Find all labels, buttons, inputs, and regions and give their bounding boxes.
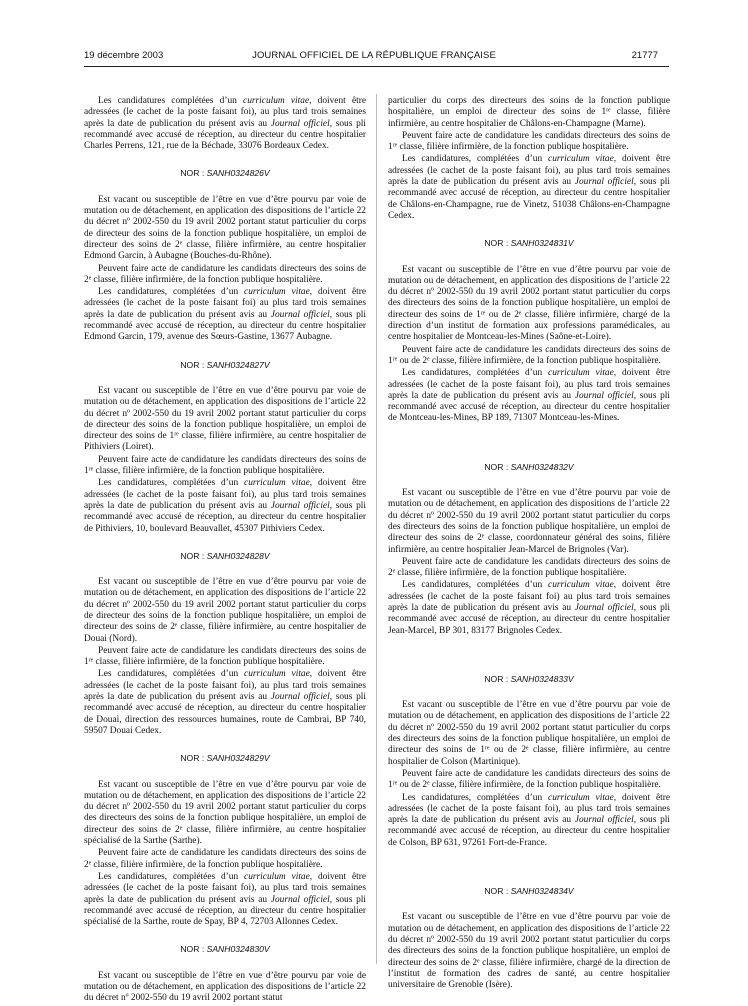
right-column [388, 96, 670, 992]
page-number: 21777 [631, 50, 658, 61]
notice-paragraph: Peuvent faire acte de candidature les candidats directeurs des soins de 1ʳᵉ classe, filière infirmière, de la fonction publique hospitalière. [84, 645, 366, 668]
nor-code: SANH0324826V [206, 168, 270, 179]
nor-code: SANH0324828V [206, 550, 270, 561]
notice [84, 944, 366, 1004]
nor-reference: NOR : SANH0324826V [180, 168, 270, 179]
nor-reference: NOR : SANH0324832V [484, 461, 574, 472]
notice [84, 168, 366, 343]
notice [388, 462, 670, 637]
nor-reference: NOR : SANH0324827V [180, 359, 270, 370]
issue-date: 19 décembre 2003 [84, 50, 164, 61]
nor-code: SANH0324832V [510, 461, 574, 472]
nor-code: SANH0324831V [510, 238, 574, 249]
notice-paragraph: Est vacant ou susceptible de l’être en vue d’être pourvu par voie de mutation ou de détachement, en application des dispositions de l’article 22 du décret nº 2002-550 du 19 avril 2002 portant statut [84, 970, 366, 1004]
left-column [84, 96, 366, 1006]
nor-code: SANH0324833V [510, 673, 574, 684]
nor-reference: NOR : SANH0324830V [180, 944, 270, 955]
notice [84, 753, 366, 928]
nor-code: SANH0324827V [206, 359, 270, 370]
intro-paragraph: Les candidatures complétées d’un curriculum vitae, doivent être adressées (le cachet de la poste faisant foi), au plus tard trois semaines après la date de publication du présent avis au Journal officiel, sous pli recommandé avec accusé de réception, au directeur du centre hospitalier Charles Perrens, 121, rue de la Béchade, 33076 Bordeaux Cedex. [84, 96, 367, 152]
notice-paragraph: Est vacant ou susceptible de l’être en vue d’être pourvu par voie de mutation ou de détachement, en application des dispositions de l’article 22 du décret nº 2002-550 du 19 avril 2002 portant statut particulier du corps de directeur des soins de la fonction publique hospitalière, un emploi de directeur des soins de 2ᵉ classe, filière infirmière, au centre hospitalier de Douai (Nord). [84, 577, 366, 644]
notice [388, 674, 670, 849]
notice-paragraph: Les candidatures, complétées d’un curriculum vitae, doivent être adressées (le cachet de la poste faisant foi), au plus tard trois semaines après la date de publication du présent avis au Journal officiel, sous pli recommandé avec accusé de réception, au directeur du centre hospitalier de Colson, BP 631, 97261 Fort-de-France. [388, 792, 671, 848]
notice-paragraph: Peuvent faire acte de candidature les candidats directeurs des soins de 2ᵉ classe, filière infirmière, de la fonction publique hospitalière. [84, 263, 366, 285]
notice-paragraph: Est vacant ou susceptible de l’être en vue d’être pourvu par voie de mutation ou de détachement, en application des dispositions de l’article 22 du décret nº 2002-550 du 19 avril 2002 portant statut particulier du corps des directeurs des soins de la fonction publique hospitalière, un emploi de directeur des soins de 1ʳᵉ ou de 2ᵉ classe, filière infirmière, au centre hospitalier de Colson (Martinique). [388, 700, 670, 767]
notice-paragraph: Les candidatures, complétées d’un curriculum vitae, doivent être adressées (le cachet de la poste faisant foi), au plus tard trois semaines après la date de publication du présent avis au Journal officiel, sous pli recommandé avec accusé de réception, au directeur du centre hospitalier de Douai, direction des ressources humaines, route de Cambrai, BP 740, 59507 Douai Cedex. [84, 669, 367, 736]
notice [84, 551, 366, 737]
notice-paragraph: Les candidatures, complétées d’un curriculum vitae, doivent être adressées (le cachet de la poste faisant foi) au plus tard trois semaines après la date de publication du présent avis au Journal officiel, sous pli recommandé avec accusé de réception, au directeur du centre hospitalier Edmond Garcin, 179, avenue des Sœurs-Gastine, 13677 Aubagne. [84, 287, 367, 343]
notice-paragraph: Peuvent faire acte de candidature les candidats directeurs des soins de 2ᵉ classe, filière infirmière, de la fonction publique hospitalière. [388, 556, 670, 579]
header-rule [84, 66, 669, 67]
intro-paragraph: Les candidatures, complétées d’un curriculum vitae, doivent être adressées (le cachet de la poste faisant foi), au plus tard trois semaines après la date de publication du présent avis au Journal officiel, sous pli recommandé avec accusé de réception, au directeur du centre hospitalier de Châlons-en-Champagne, rue de Vinetz, 51038 Châlons-en-Champagne Cedex. [388, 154, 671, 221]
nor-reference: NOR : SANH0324829V [180, 753, 270, 764]
intro-paragraph: Peuvent faire acte de candidature les candidats directeurs des soins de 1ʳᵉ classe, filière infirmière, de la fonction publique hospitalière. [388, 130, 670, 153]
nor-code: SANH0324829V [206, 753, 270, 764]
notice-paragraph: Peuvent faire acte de candidature les candidats directeurs des soins de 1ʳᵉ ou de 2ᵉ classe, filière infirmière, de la fonction publique hospitalière. [388, 344, 670, 366]
nor-reference: NOR : SANH0324834V [484, 886, 574, 897]
notice-paragraph: Est vacant ou susceptible de l’être en vue d’être pourvu par voie de mutation ou de détachement, en application des dispositions de l’article 22 du décret nº 2002-550 du 19 avril 2002 portant statut particulier du corps des directeurs des soins de la fonction publique hospitalière, un emploi de directeur des soins de 1ʳᵉ ou de 2ᵉ classe, filière infirmière, chargé de la direction d’un institut de formation aux professions paramédicales, au centre hospitalier de Montceau-les-Mines (Saône-et-Loire). [388, 264, 670, 343]
journal-title: JOURNAL OFFICIEL DE LA RÉPUBLIQUE FRANÇAISE [252, 50, 496, 61]
notice [388, 238, 670, 424]
notice-paragraph: Les candidatures, complétées d’un curriculum vitae, doivent être adressées (le cachet de la poste faisant foi) au plus tard trois semaines après la date de publication du présent avis au Journal officiel, sous pli recommandé avec accusé de réception, au directeur du centre hospitalier Jean-Marcel, BP 301, 83177 Brignoles Cedex. [388, 580, 671, 636]
notice-paragraph: Peuvent faire acte de candidature les candidats directeurs des soins de 1ʳᵉ ou de 2ᵉ classe, filière infirmière, de la fonction publique hospitalière. [388, 768, 670, 791]
nor-code: SANH0324830V [206, 944, 270, 955]
notice [388, 886, 670, 991]
notice-paragraph: Est vacant ou susceptible de l’être en vue d’être pourvu par voie de mutation ou de détachement, en application des dispositions de l’article 22 du décret nº 2002-550 du 19 avril 2002 portant statut particulier du corps de directeur des soins de la fonction publique hospitalière, un emploi de directeur des soins de 1ʳᵉ classe, filière infirmière, au centre hospitalier de Pithiviers (Loiret). [84, 385, 366, 453]
notice-paragraph: Les candidatures, complétées d’un curriculum vitae, doivent être adressées (le cachet de la poste faisant foi), au plus tard trois semaines après la date de publication du présent avis au Journal officiel, sous pli recommandé avec accusé de réception, au directeur du centre hospitalier de Montceau-les-Mines, BP 189, 71307 Montceau-les-Mines. [388, 368, 671, 424]
continued-paragraph: particulier du corps des directeurs des soins de la fonction publique hospitalière, un emploi de directeur des soins de 1ʳᵉ classe, filière infirmière, au centre hospitalier de Châlons-en-Champagne (Marne). [388, 96, 670, 129]
notice-paragraph: Les candidatures, complétées d’un curriculum vitae, doivent être adressées (le cachet de la poste faisant foi), au plus tard trois semaines après la date de publication du présent avis au Journal officiel, sous pli recommandé avec accusé de réception, au directeur du centre hospitalier spécialisé de la Sarthe, route de Spay, BP 4, 72703 Allonnes Cedex. [84, 871, 367, 928]
notice-paragraph: Est vacant ou susceptible de l’être en vue d’être pourvu par voie de mutation ou de détachement, en application des dispositions de l’article 22 du décret nº 2002-550 du 19 avril 2002 portant statut particulier du corps des directeurs des soins de la fonction publique hospitalière, un emploi de directeur des soins de 2ᵉ classe, filière infirmière, au centre hospitalier spécialisé de la Sarthe (Sarthe). [84, 779, 366, 847]
nor-reference: NOR : SANH0324833V [484, 673, 574, 684]
column-divider [376, 94, 377, 964]
nor-code: SANH0324834V [510, 886, 574, 897]
notice-paragraph: Peuvent faire acte de candidature les candidats directeurs des soins de 2ᵉ classe, filière infirmière, de la fonction publique hospitalière. [84, 848, 366, 870]
notice-paragraph: Est vacant ou susceptible de l’être en vue d’être pourvu par voie de mutation ou de détachement, en application des dispositions de l’article 22 du décret nº 2002-550 du 19 avril 2002 portant statut particulier du corps de directeur des soins de la fonction publique hospitalière, un emploi de directeur des soins de 2ᵉ classe, filière infirmière, au centre hospitalier Edmond Garcin, à Aubagne (Bouches-du-Rhône). [84, 194, 366, 262]
page-header [0, 0, 748, 61]
notice [84, 360, 366, 535]
nor-reference: NOR : SANH0324831V [484, 238, 574, 249]
notice-paragraph: Est vacant ou susceptible de l’être en vue d’être pourvu par voie de mutation ou de détachement, en application des dispositions de l’article 22 du décret nº 2002-550 du 19 avril 2002 portant statut particulier du corps des directeurs des soins de la fonction publique hospitalière, un emploi de directeur des soins de 2ᵉ classe, coordonnateur général des soins, filière infirmière, au centre hospitalier Jean-Marcel de Brignoles (Var). [388, 488, 670, 555]
nor-reference: NOR : SANH0324828V [180, 550, 270, 561]
notice-paragraph: Est vacant ou susceptible de l’être en vue d’être pourvu par voie de mutation ou de détachement, en application des dispositions de l’article 22 du décret nº 2002-550 du 19 avril 2002 portant statut particulier du corps des directeurs des soins de la fonction publique hospitalière, un emploi de directeur des soins de 2ᵉ classe, filière infirmière, chargé de la direction de l’institut de formation des cadres de santé, au centre hospitalier universitaire de Grenoble (Isère). [388, 912, 670, 991]
notice-paragraph: Les candidatures, complétées d’un curriculum vitae, doivent être adressées (le cachet de la poste faisant foi), au plus tard trois semaines après la date de publication du présent avis au Journal officiel, sous pli recommandé avec accusé de réception, au directeur du centre hospitalier de Pithiviers, 10, boulevard Beauvallet, 45307 Pithiviers Cedex. [84, 478, 367, 534]
notice-paragraph: Peuvent faire acte de candidature les candidats directeurs des soins de 1ʳᵉ classe, filière infirmière, de la fonction publique hospitalière. [84, 454, 366, 477]
